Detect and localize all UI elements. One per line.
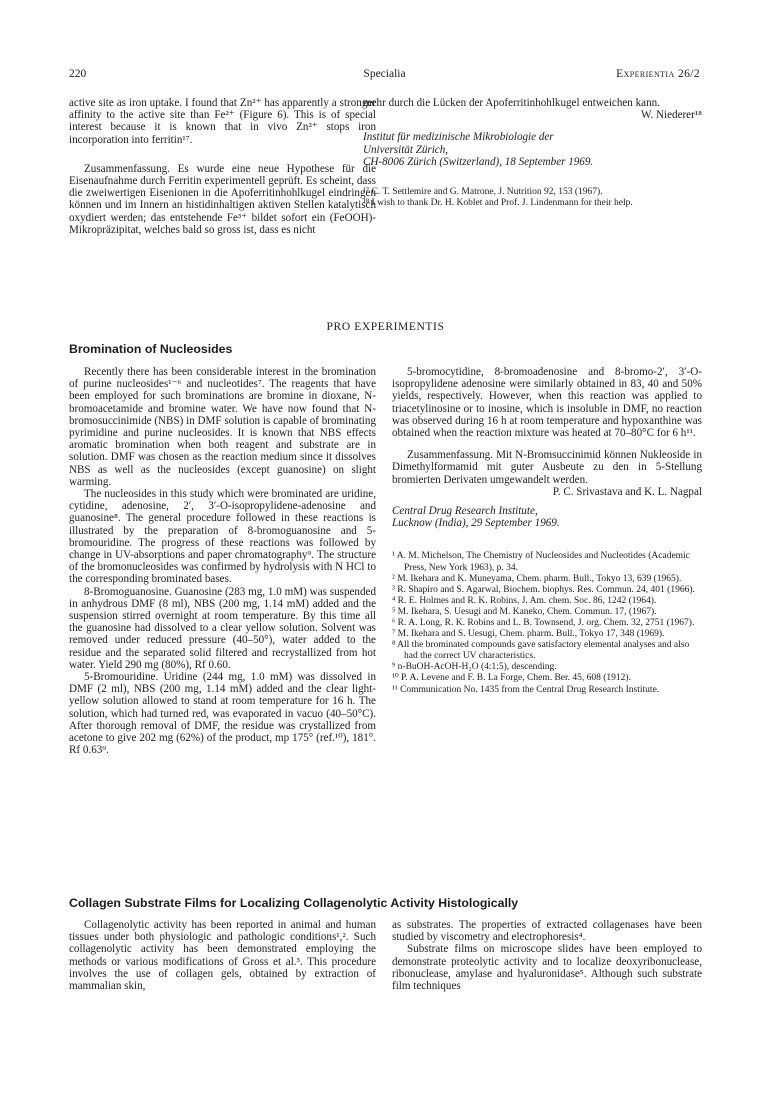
footnote: ² M. Ikehara and K. Muneyama, Chem. pharm. Bull., Tokyo 13, 639 (1965). [392,573,682,584]
institute-line: Lucknow (India), 29 September 1969. [392,517,560,530]
body-paragraph: 5-bromocytidine, 8-bromoadenosine and 8-bromo-2′, 3′-O-isopropylidene adenosine were similarly obtained in 83, 40 and 50% yields, respectively. However, when this reaction was applied to triacetylinosine or to inosine, which is insoluble in DMF, no reaction was observed during 16 h at room temperature and hypoxanthine was obtained when the reaction mixture was heated at 70–80°C for 6 h¹¹. [392,366,702,440]
author-signature: W. Niederer¹⁸ [641,109,702,122]
footnote: ¹⁸ I wish to thank Dr. H. Koblet and Prof. J. Lindenmann for their help. [363,198,633,209]
footnote: ⁷ M. Ikehara and S. Uesugi, Chem. pharm. Bull., Tokyo 17, 348 (1969). [392,629,665,640]
author-signature: P. C. Srivastava and K. L. Nagpal [552,485,702,498]
body-paragraph: as substrates. The properties of extracted collagenases have been studied by viscometry and electrophoresis⁴. [392,919,702,944]
institute-line: Central Drug Research Institute, [392,505,538,518]
article2-right-column [392,919,702,992]
running-header [69,68,700,84]
body-paragraph: 5-Bromouridine. Uridine (244 mg, 1.0 mM) was dissolved in DMF (2 ml), NBS (200 mg, 1.14 mM) added and the clear light-yellow solution allowed to stand at room temperature for 16 h. The solution, which had turned red, was evaporated in vacuo (40–50°C). After thorough removal of DMF, the residue was crystallized from acetone to give 202 mg (62%) of the product, mp 175° (ref.¹⁰), 181°. Rf 0.63⁹. [69,671,376,757]
section-name: Specialia [363,68,406,80]
prev-article-right-column [363,97,702,209]
footnote: ⁶ R. A. Long, R. K. Robins and L. B. Townsend, J. org. Chem. 32, 2751 (1967). [392,618,695,628]
footnotes [392,551,702,695]
institute-line: Institut für medizinische Mikrobiologie der [363,131,554,144]
zusammenfassung-paragraph: Zusammenfassung. Es wurde eine neue Hypothese für die Eisenaufnahme durch Ferritin experimentell geprüft. Es scheint, dass die zweiwertigen Eisenionen in die Apoferritinhohlkugel eindringen können und im Innern an histidinhaltigen aktiven Stellen katalytisch oxydiert werden; das entstehende Fe³⁺ bildet sofort ein (FeOOH)-Mikropräzipitat, welches bald so gross ist, dass es nicht [69,162,376,236]
footnote: ⁵ M. Ikehara, S. Uesugi and M. Kaneko, Chem. Commun. 17, (1967). [392,606,657,617]
footnote: ⁴ R. E. Holmes and R. K. Robins, J. Am. chem. Soc. 86, 1242 (1964). [392,595,657,606]
body-paragraph: 8-Bromoguanosine. Guanosine (283 mg, 1.0 mM) was suspended in anhydrous DMF (8 ml), NBS (200 mg, 1.14 mM) added and the suspension stirred overnight at room temperature. By this time all the guanosine had dissolved to a clear yellow solution. Solvent was removed under reduced pressure (40–50°), water added to the residue and the separated solid filtered and recrystallized from hot water. Yield 290 mg (80%), Rf 0.60. [69,585,376,671]
footnotes [363,187,702,209]
journal-reference: Experientia 26/2 [616,68,700,80]
body-paragraph: active site as iron uptake. I found that Zn²⁺ has apparently a stronger affinity to the active site than Fe²⁺ (Figure 6). This is of special interest because it is known that in vivo Zn²⁺ stops iron incorporation into ferritin¹⁷. [69,97,376,146]
body-paragraph: Collagenolytic activity has been reported in animal and human tissues under both physiologic and pathologic conditions¹,². Such collagenolytic activity has been demonstrated employing the methods or various modifications of Gross et al.³. This procedure involves the use of collagen gels, obtained by extraction of mammalian skin, [69,919,376,993]
prev-article-left-column [69,97,376,236]
footnote: ¹⁰ P. A. Levene and F. B. La Forge, Chem. Ber. 45, 608 (1912). [392,673,631,684]
footnote: ³ R. Shapiro and S. Agarwal, Biochem. biophys. Res. Commun. 24, 401 (1966). [392,584,695,595]
zusammenfassung-paragraph: Zusammenfassung. Mit N-Bromsuccinimid können Nukleoside in Dimethylformamid mit guter Ausbeute zu den in 5-Stellung bromierten Derivaten umgewandelt werden. [392,449,702,486]
body-paragraph: Recently there has been considerable interest in the bromination of purine nucleosides¹⁻⁶ and nucleotides⁷. The reagents that have been employed for such brominations are bromine in dioxane, N-bromoacetamide and bromine water. We have now found that N-bromosuccinimide (NBS) in DMF solution is capable of brominating pyrimidine and purine nucleosides. It is known that NBS effects aromatic bromination when both reagent and substrate are in solution. DMF was chosen as the reaction medium since it dissolves NBS as well as the nucleosides (except guanosine) on slight warming. [69,366,376,488]
footnote: ¹¹ Communication No. 1435 from the Central Drug Research Institute. [392,684,660,695]
page-number: 220 [69,68,87,80]
footnote: ¹⁷ C. T. Settlemire and G. Matrone, J. Nutrition 92, 153 (1967). [363,187,603,198]
footnote: ¹ A. M. Michelson, The Chemistry of Nucleosides and Nucleotides (Academic Press, New York 1963), p. 34. [392,551,690,573]
footnote: ⁸ All the brominated compounds gave satisfactory elemental analyses and also had the correct UV characteristics. [392,640,690,662]
footnote: ⁹ n-BuOH-AcOH-H₂O (4:1:5), descending. [392,662,557,673]
article-title: Collagen Substrate Films for Localizing Collagenolytic Activity Histologically [69,896,519,910]
institute-line: CH-8006 Zürich (Switzerland), 18 September 1969. [363,155,594,168]
article-title: Bromination of Nucleosides [69,342,233,356]
section-label: PRO EXPERIMENTIS [326,321,445,333]
article1-left-column [69,366,376,757]
article2-left-column [69,919,376,992]
body-paragraph: The nucleosides in this study which were brominated are uridine, cytidine, adenosine, 2′, 3′-O-isopropylidene-adenosine and guanosine⁸. The general procedure followed in these reactions is illustrated by the preparation of 8-bromoguanosine and 5-bromouridine. The progress of these reactions was followed by change in UV-absorptions and paper chromatography⁹. The structure of the bromonucleosides was confirmed by hydrolysis with N HCl to the corresponding brominated bases. [69,488,376,586]
body-paragraph: mehr durch die Lücken der Apoferritinhohlkugel entweichen kann. [363,97,660,109]
article1-right-column [392,366,702,696]
body-paragraph: Substrate films on microscope slides have been employed to demonstrate proteolytic activity and to localize deoxyribonuclease, ribonuclease, amylase and hyaluronidase⁵. Although such substrate film techniques [392,943,702,993]
institute-line: Universität Zürich, [363,143,449,156]
